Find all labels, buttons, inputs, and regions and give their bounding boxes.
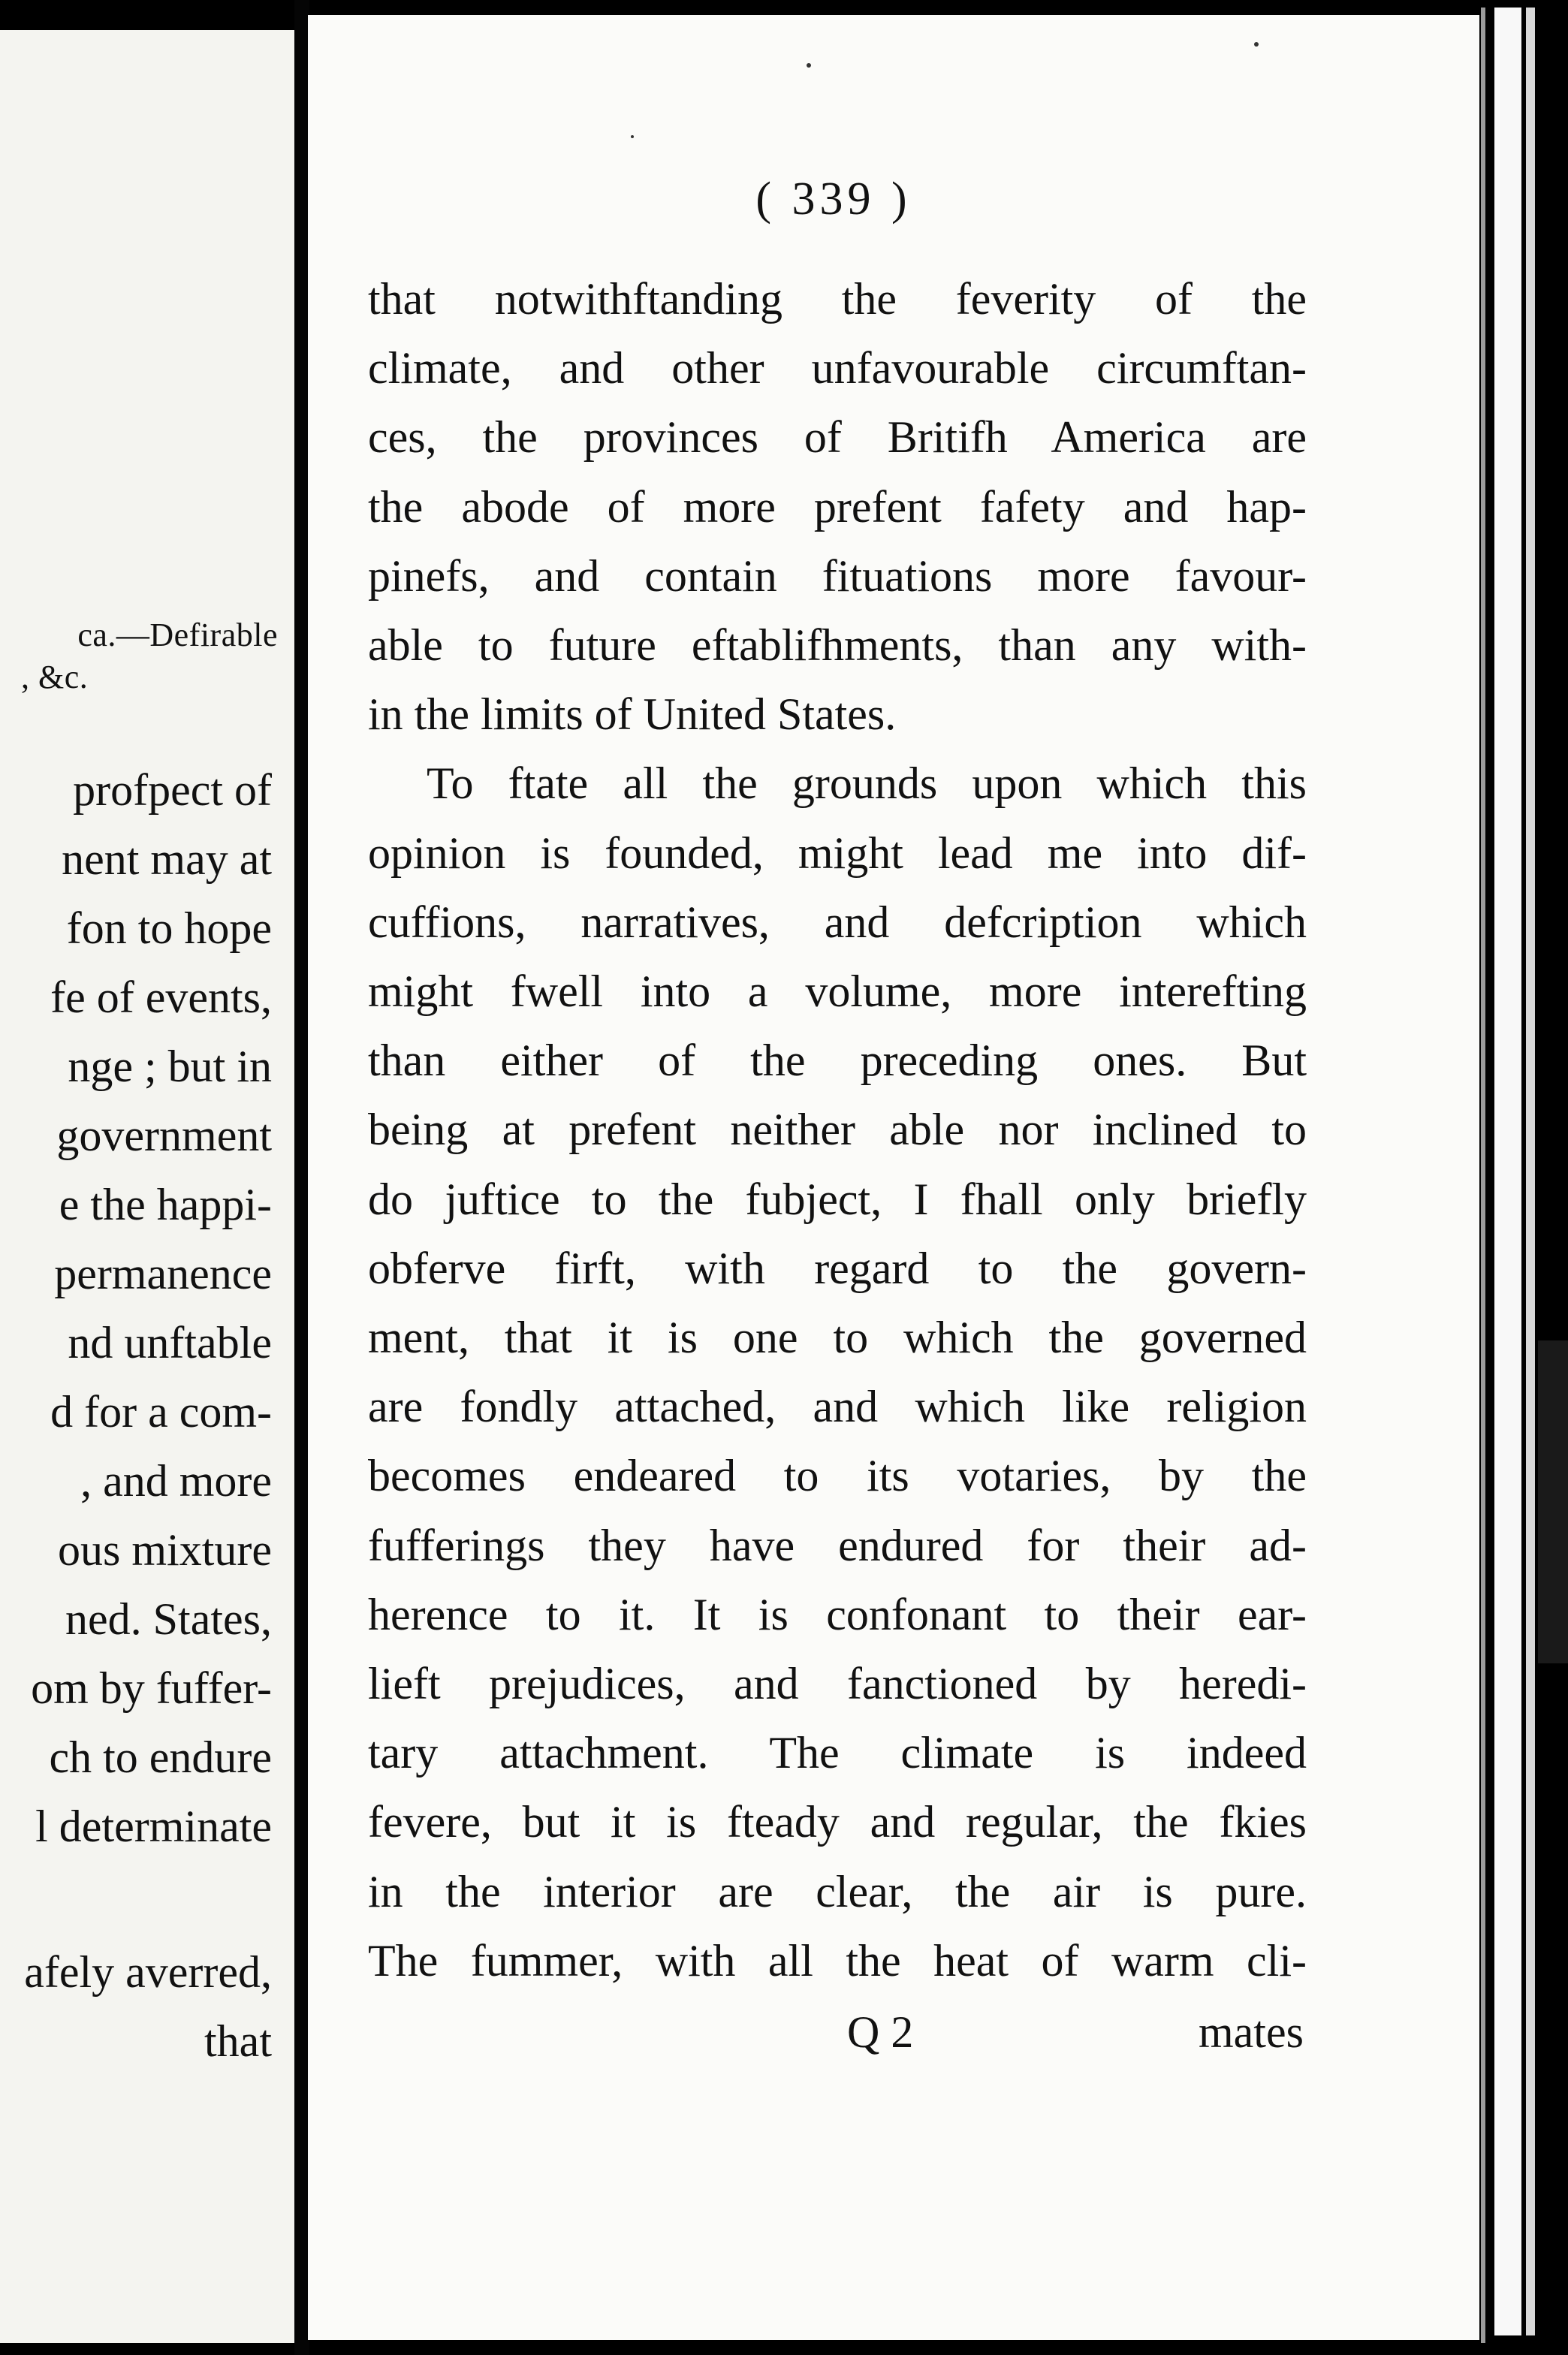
paper-speck bbox=[807, 63, 811, 68]
left-line: nd unftable bbox=[68, 1318, 272, 1367]
text-line: the abode of more prefent fafety and hap- bbox=[368, 481, 1307, 532]
signature-mark: Q 2 bbox=[847, 2007, 914, 2057]
page-edge-stack bbox=[1494, 8, 1521, 2335]
text-line: fevere, but it is fteady and regular, the fkies bbox=[368, 1797, 1307, 1847]
text-line: being at prefent neither able nor inclined to bbox=[368, 1105, 1307, 1155]
paper-speck bbox=[631, 135, 634, 138]
left-line: profpect of bbox=[73, 765, 272, 815]
text-line: herence to it. It is confonant to their ear- bbox=[368, 1589, 1307, 1639]
page-edge-stack bbox=[1526, 8, 1535, 2335]
text-line: The fummer, with all the heat of warm cli- bbox=[368, 1935, 1307, 1986]
left-line: ned. States, bbox=[65, 1594, 272, 1644]
page-edge-tab bbox=[1538, 1340, 1568, 1663]
text-line: do juftice to the fubject, I fhall only briefly bbox=[368, 1174, 1307, 1224]
text-line: in the interior are clear, the air is pure. bbox=[368, 1866, 1307, 1916]
book-gutter bbox=[294, 0, 309, 2355]
left-facing-page bbox=[0, 30, 294, 2343]
text-line: lieft prejudices, and fanctioned by heredi- bbox=[368, 1659, 1307, 1709]
left-line: l determinate bbox=[35, 1802, 272, 1851]
text-line: pinefs, and contain fituations more favour- bbox=[368, 550, 1307, 601]
left-line: that bbox=[204, 2016, 272, 2066]
page-edge-shadow bbox=[1481, 8, 1485, 2343]
text-line: opinion is founded, might lead me into dif- bbox=[368, 828, 1307, 878]
left-line: fe of events, bbox=[50, 972, 272, 1022]
text-line: able to future eftablifhments, than any with- bbox=[368, 620, 1307, 671]
left-page-header bbox=[8, 614, 278, 698]
left-line: ous mixture bbox=[58, 1525, 272, 1575]
left-line: permanence bbox=[54, 1249, 272, 1298]
text-line: cuffions, narratives, and defcription which bbox=[368, 897, 1307, 947]
catchword: mates bbox=[1199, 2007, 1304, 2057]
text-line: than either of the preceding ones. But bbox=[368, 1036, 1307, 1086]
text-line: ment, that it is one to which the governed bbox=[368, 1313, 1307, 1363]
left-line: afely averred, bbox=[24, 1947, 272, 1997]
left-line: om by fuffer- bbox=[31, 1663, 272, 1713]
text-line: might fwell into a volume, more interefting bbox=[368, 966, 1307, 1017]
page-number: ( 339 ) bbox=[755, 173, 912, 225]
text-line: obferve firft, with regard to the govern- bbox=[368, 1243, 1307, 1293]
right-edge-background bbox=[1479, 0, 1568, 2355]
left-line: d for a com- bbox=[50, 1387, 272, 1437]
paragraph bbox=[368, 264, 1307, 749]
left-line: , and more bbox=[80, 1456, 272, 1506]
text-line: that notwithftanding the feverity of the bbox=[368, 274, 1307, 324]
left-line: nent may at bbox=[62, 834, 272, 884]
text-line: fufferings they have endured for their ad- bbox=[368, 1520, 1307, 1570]
left-line: government bbox=[56, 1111, 272, 1160]
paragraph bbox=[368, 749, 1307, 1995]
text-line: climate, and other unfavourable circumftan- bbox=[368, 343, 1307, 394]
paper-speck bbox=[1254, 42, 1259, 47]
text-line: in the limits of United States. bbox=[368, 689, 897, 740]
page-body bbox=[368, 264, 1307, 1995]
left-header-line: ca.—Defirable bbox=[77, 617, 278, 653]
text-line: ces, the provinces of Britifh America are bbox=[368, 412, 1307, 463]
left-line: e the happi- bbox=[59, 1180, 272, 1229]
text-line: To ftate all the grounds upon which this bbox=[427, 758, 1307, 809]
text-line: becomes endeared to its votaries, by the bbox=[368, 1451, 1307, 1501]
left-header-line: , &c. bbox=[21, 659, 89, 695]
left-line: nge ; but in bbox=[68, 1042, 272, 1091]
left-line: ch to endure bbox=[49, 1732, 272, 1782]
left-line: fon to hope bbox=[66, 903, 272, 953]
text-line: are fondly attached, and which like religion bbox=[368, 1382, 1307, 1432]
text-line: tary attachment. The climate is indeed bbox=[368, 1728, 1307, 1778]
